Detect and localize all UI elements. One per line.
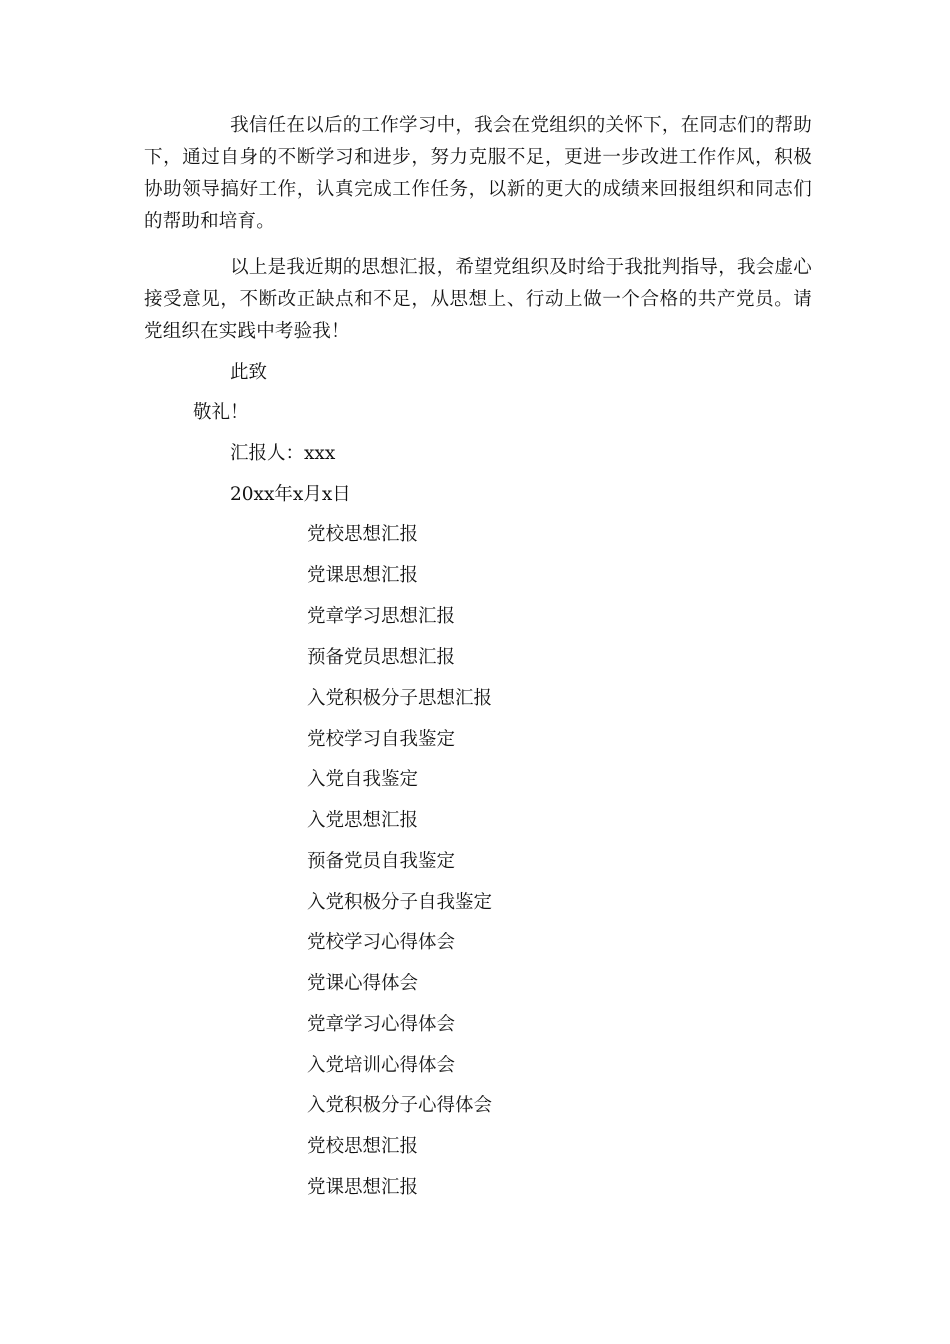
related-link[interactable]: 党课思想汇报 [307,565,419,586]
related-link[interactable]: 入党积极分子自我鉴定 [307,892,493,913]
related-link[interactable]: 预备党员思想汇报 [307,647,456,668]
reporter-line: 汇报人：xxx [230,443,336,464]
related-link[interactable]: 党校学习心得体会 [307,932,456,953]
body-paragraph-2 [144,252,812,348]
body-paragraph-2-text: 以上是我近期的思想汇报，希望党组织及时给于我批判指导，我会虚心接受意见，不断改正缺点和不足，从思想上、行动上做一个合格的共产党员。请党组织在实践中考验我！ [144,257,812,342]
related-link[interactable]: 党校学习自我鉴定 [307,729,456,750]
related-link[interactable]: 党章学习思想汇报 [307,606,456,627]
report-date: 20xx年x月x日 [230,484,351,505]
related-link[interactable]: 入党思想汇报 [307,810,419,831]
related-link[interactable]: 党校思想汇报 [307,1136,419,1157]
related-link[interactable]: 入党积极分子思想汇报 [307,688,493,709]
closing-jingli: 敬礼！ [193,402,249,423]
related-link[interactable]: 党课思想汇报 [307,1177,419,1198]
related-link[interactable]: 入党培训心得体会 [307,1055,456,1076]
related-link[interactable]: 入党积极分子心得体会 [307,1095,493,1116]
related-link[interactable]: 党章学习心得体会 [307,1014,456,1035]
related-link[interactable]: 预备党员自我鉴定 [307,851,456,872]
body-paragraph-1 [144,110,812,238]
related-link[interactable]: 党校思想汇报 [307,524,419,545]
closing-cizhi: 此致 [230,362,268,383]
body-paragraph-1-text: 我信任在以后的工作学习中，我会在党组织的关怀下，在同志们的帮助下，通过自身的不断学习和进步，努力克服不足，更进一步改进工作作风，积极协助领导搞好工作，认真完成工作任务，以新的更大的成绩来回报组织和同志们的帮助和培育。 [144,115,812,232]
related-link[interactable]: 入党自我鉴定 [307,769,419,790]
related-link[interactable]: 党课心得体会 [307,973,419,994]
